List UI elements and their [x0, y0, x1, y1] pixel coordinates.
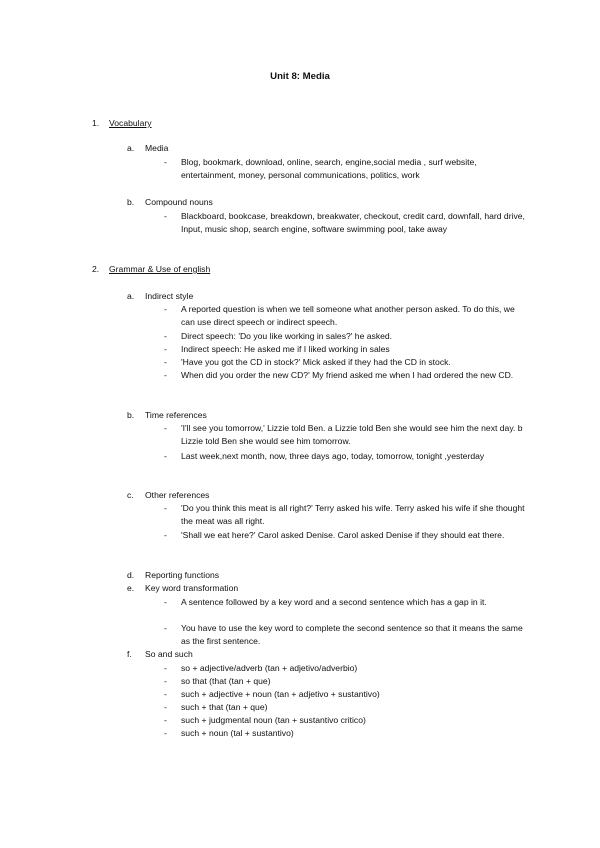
section-number: 1. — [92, 118, 100, 128]
section-heading-grammar: Grammar & Use of english — [109, 264, 211, 274]
page-title: Unit 8: Media — [270, 71, 330, 82]
subsection-letter: b. — [127, 410, 135, 420]
bullet-marker: - — [164, 530, 167, 540]
bullet-marker: - — [164, 331, 167, 341]
subsection-letter: f. — [127, 649, 132, 659]
subsection-heading-key-word-transformation: Key word transformation — [145, 583, 239, 593]
subsection-heading-time-references: Time references — [145, 410, 207, 420]
subsection-heading-compound-nouns: Compound nouns — [145, 197, 213, 207]
bullet-marker: - — [164, 715, 167, 725]
bullet-marker: - — [164, 423, 167, 433]
bullet-marker: - — [164, 157, 167, 167]
subsection-letter: c. — [127, 490, 134, 500]
bullet-marker: - — [164, 211, 167, 221]
bullet-text: You have to use the key word to complete the second sentence so that it means the same as the first sentence. — [181, 623, 523, 647]
bullet-marker: - — [164, 728, 167, 738]
bullet-marker: - — [164, 503, 167, 513]
bullet-text: such + judgmental noun (tan + sustantivo critico) — [181, 715, 366, 725]
bullet-text: 'Do you think this meat is all right?' Terry asked his wife. Terry asked his wife if she thought the meat was all right. — [181, 503, 525, 527]
bullet-marker: - — [164, 623, 167, 633]
bullet-marker: - — [164, 344, 167, 354]
subsection-heading-so-and-such: So and such — [145, 649, 193, 659]
bullet-text: such + adjective + noun (tan + adjetivo + sustantivo) — [181, 689, 380, 699]
subsection-letter: a. — [127, 291, 135, 301]
bullet-text: such + that (tan + que) — [181, 702, 268, 712]
bullet-marker: - — [164, 451, 167, 461]
bullet-text: 'Have you got the CD in stock?' Mick asked if they had the CD in stock. — [181, 357, 451, 367]
bullet-marker: - — [164, 370, 167, 380]
bullet-text: Direct speech: 'Do you like working in sales?' he asked. — [181, 331, 393, 341]
bullet-text: Blackboard, bookcase, breakdown, breakwater, checkout, credit card, downfall, hard drive, Input, music shop, search engine, software swimming pool, take away — [181, 211, 525, 235]
subsection-heading-media: Media — [145, 143, 169, 153]
subsection-heading-indirect-style: Indirect style — [145, 291, 194, 301]
bullet-text: 'I'll see you tomorrow,' Lizzie told Ben. a Lizzie told Ben she would see him the next day. b Lizzie told Ben she would see him tomorrow. — [181, 423, 523, 447]
bullet-text: such + noun (tal + sustantivo) — [181, 728, 294, 738]
bullet-text: Indirect speech: He asked me if I liked working in sales — [181, 344, 390, 354]
subsection-heading-reporting-functions: Reporting functions — [145, 570, 220, 580]
bullet-marker: - — [164, 357, 167, 367]
subsection-letter: a. — [127, 143, 135, 153]
bullet-text: When did you order the new CD?' My friend asked me when I had ordered the new CD. — [181, 370, 514, 380]
section-heading-vocabulary: Vocabulary — [109, 118, 152, 128]
subsection-heading-other-references: Other references — [145, 490, 210, 500]
bullet-marker: - — [164, 689, 167, 699]
bullet-text: A sentence followed by a key word and a second sentence which has a gap in it. — [181, 597, 487, 607]
subsection-letter: e. — [127, 583, 135, 593]
bullet-marker: - — [164, 597, 167, 607]
bullet-text: so + adjective/adverb (tan + adjetivo/adverbio) — [181, 663, 358, 673]
subsection-letter: b. — [127, 197, 135, 207]
bullet-text: A reported question is when we tell someone what another person asked. To do this, we can use direct speech or indirect speech. — [181, 304, 515, 328]
subsection-letter: d. — [127, 570, 135, 580]
section-number: 2. — [92, 264, 100, 274]
bullet-marker: - — [164, 663, 167, 673]
bullet-text: 'Shall we eat here?' Carol asked Denise. Carol asked Denise if they should eat there. — [181, 530, 505, 540]
bullet-text: Blog, bookmark, download, online, search, engine,social media , surf website, entertainment, money, personal communications, politics, work — [181, 157, 477, 181]
bullet-text: Last week,next month, now, three days ago, today, tomorrow, tonight ,yesterday — [181, 451, 485, 461]
bullet-text: so that (that (tan + que) — [181, 676, 271, 686]
bullet-marker: - — [164, 304, 167, 314]
bullet-marker: - — [164, 676, 167, 686]
bullet-marker: - — [164, 702, 167, 712]
